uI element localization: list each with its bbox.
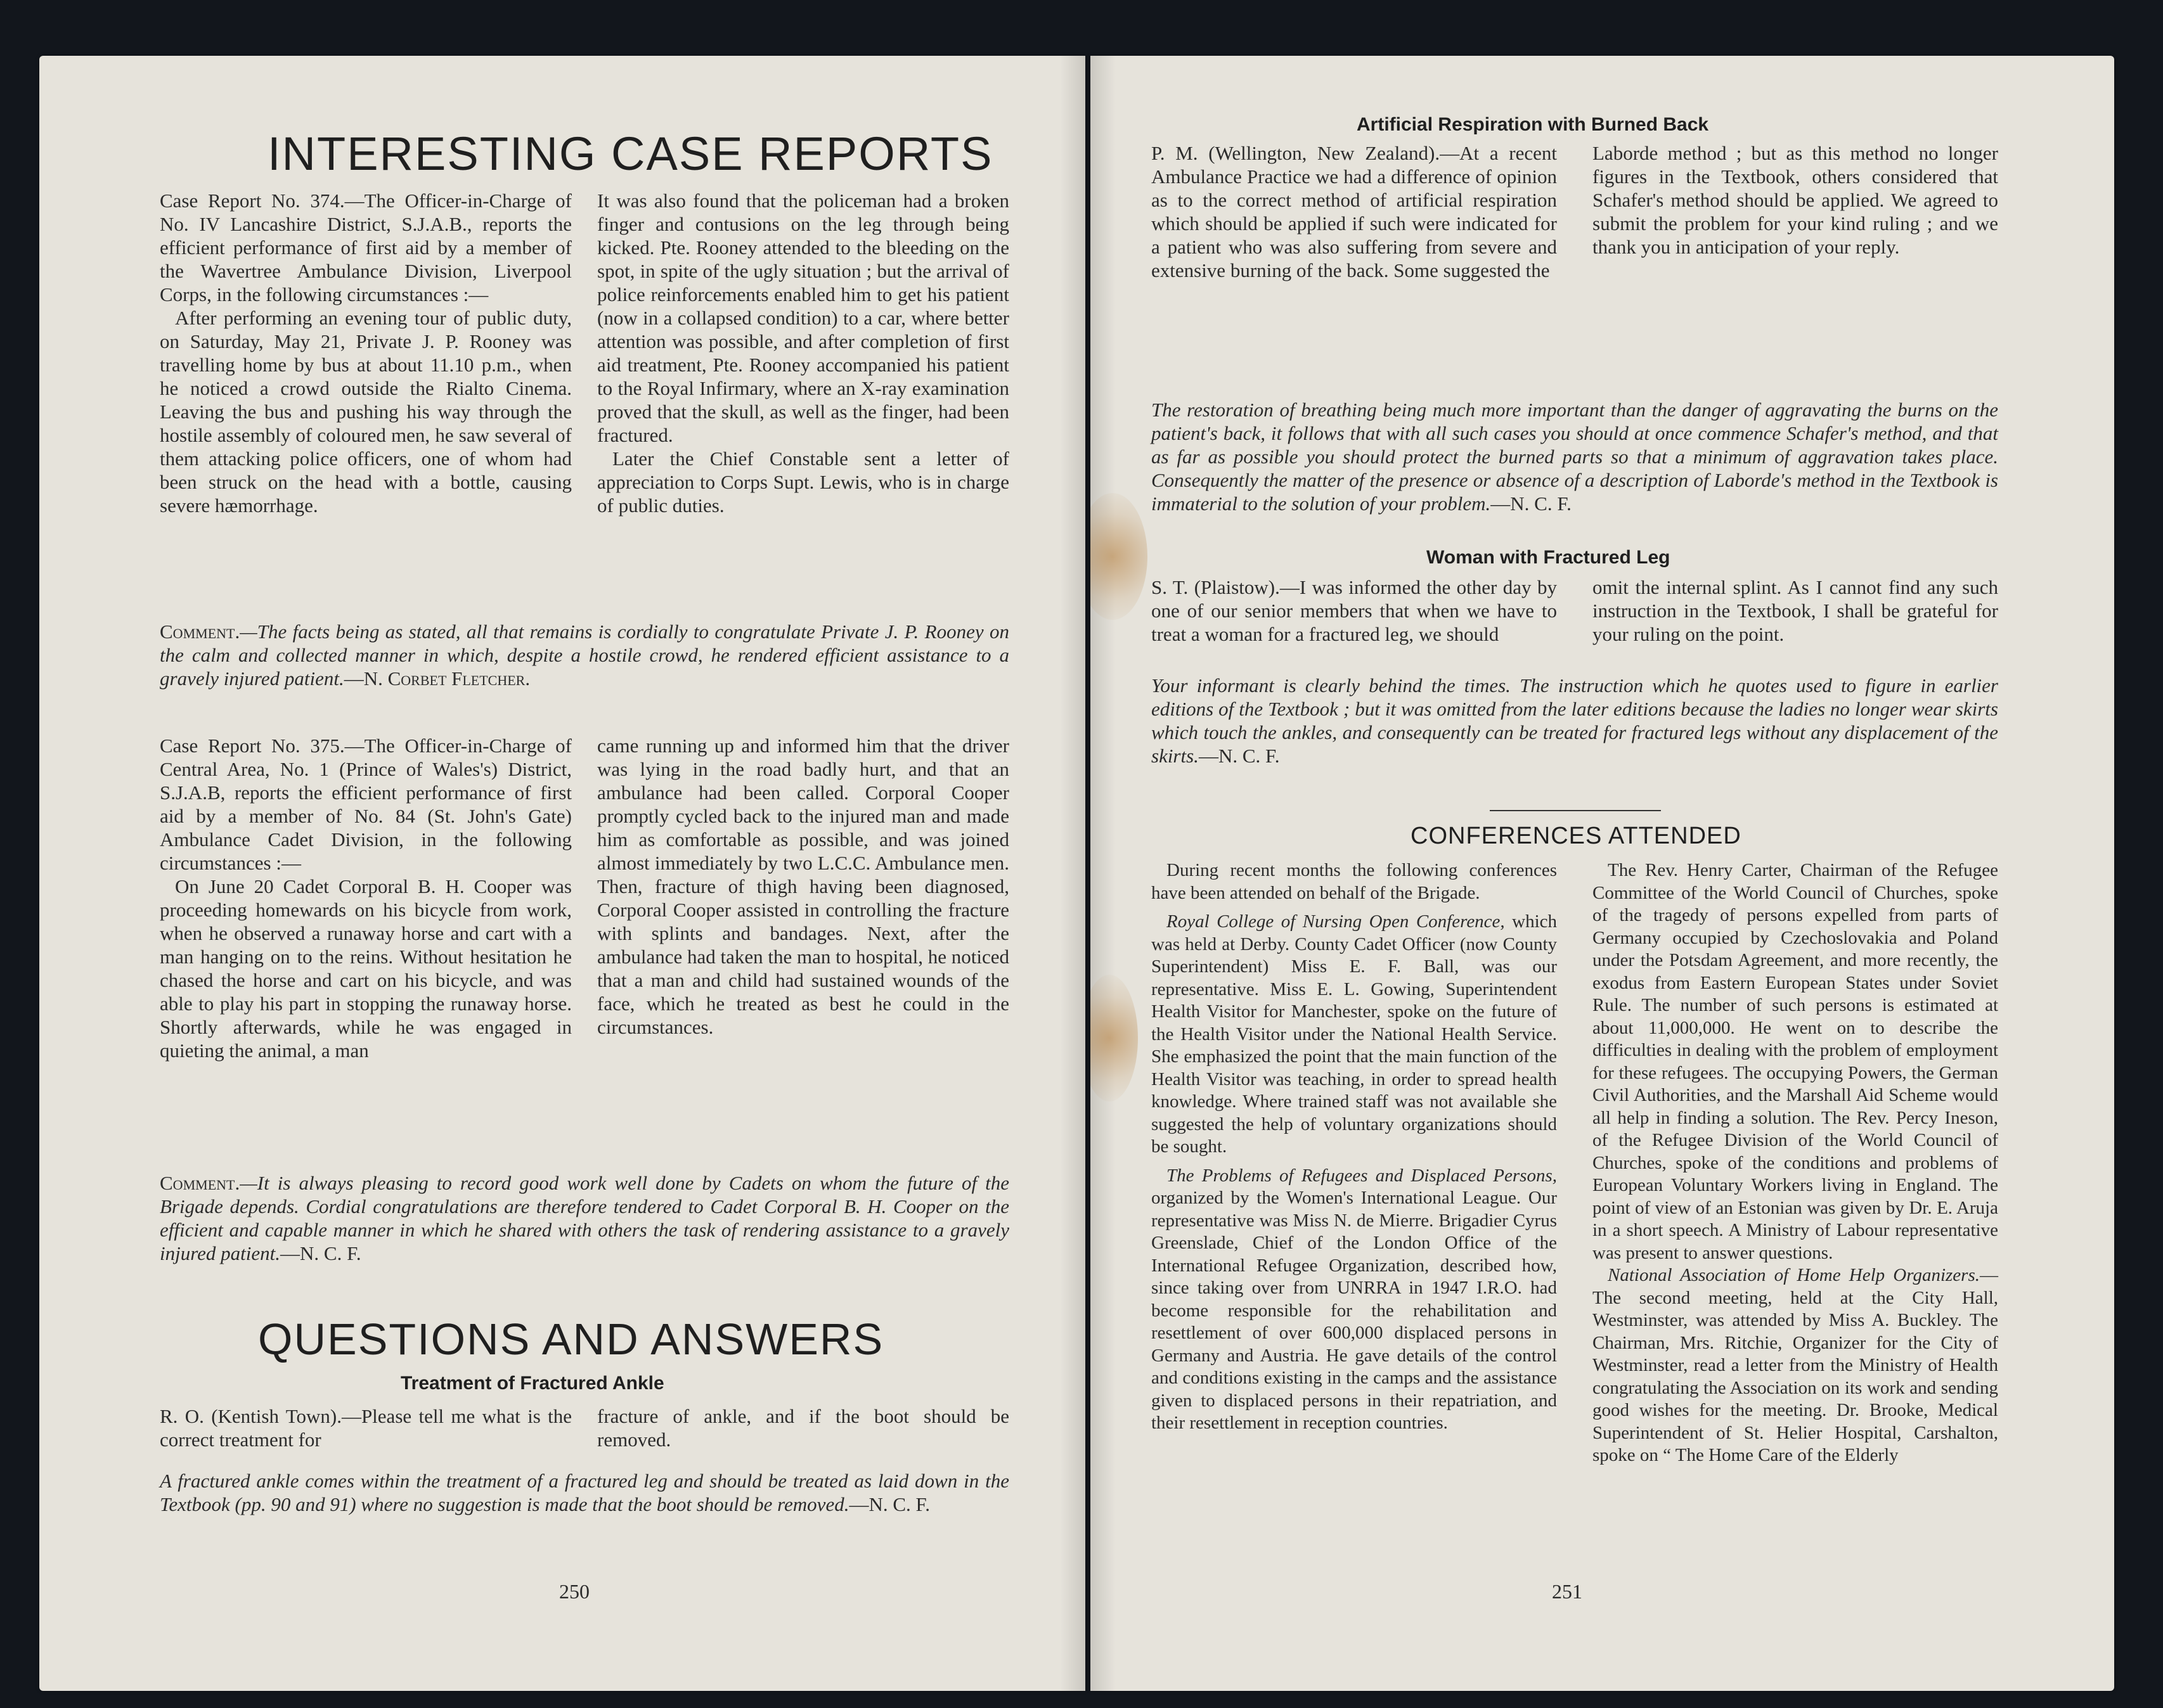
comment-text: —It is always pleasing to record good work well done by Cadets on whom the future of the Brigade depends. Cordial congratulations are therefore tendered to Cadet Corporal B. H. Cooper on the efficient and capable manner in which he shared with others the task of rendering assistance to a gravely injured patient. <box>160 1172 1009 1264</box>
answer-signature: —N. C. F. <box>1490 492 1572 515</box>
rcn-conference-title: Royal College of Nursing Open Conference, <box>1166 911 1505 932</box>
ankle-question-part-1: R. O. (Kentish Town).—Please tell me what is the correct treatment for <box>160 1405 572 1451</box>
leg-answer <box>1151 674 1998 767</box>
respiration-answer <box>1151 398 1998 515</box>
water-stain <box>1090 493 1147 620</box>
case-374-narrative: After performing an evening tour of public duty, on Saturday, May 21, Private J. P. Rooney was travelling home by bus at about 11.10 p.m., when he noticed a crowd outside the Rialto Cinema. Leaving the bus and pushing his way through the hostile assembly of coloured men, he saw several of them attacking police officers, one of whom had been struck on the head with a bottle, causing severe hæmorrhage. <box>160 307 572 517</box>
case-375-intro: Case Report No. 375.—The Officer-in-Charge of Central Area, No. 1 (Prince of Wales's) District, S.J.A.B, reports the efficient performance of first aid by a member of No. 84 (St. John's Gate) Ambulance Cadet Division, in the following circumstances :— <box>160 735 572 874</box>
case-375-comment <box>160 1171 1009 1265</box>
comment-signature: —N. C. F. <box>280 1242 361 1264</box>
respiration-question-column-2 <box>1592 141 1998 259</box>
interesting-case-reports-heading: INTERESTING CASE REPORTS <box>268 127 993 180</box>
left-page <box>39 56 1085 1691</box>
fractured-ankle-subheading: Treatment of Fractured Ankle <box>401 1373 664 1394</box>
water-stain <box>1090 975 1138 1101</box>
respiration-question-part-2: Laborde method ; but as this method no longer figures in the Textbook, others considered that Schafer's method should be applied. We agreed to submit the problem for your kind ruling ; and we thank you in anticipation of your reply. <box>1592 142 1998 258</box>
fractured-leg-subheading: Woman with Fractured Leg <box>1426 547 1670 568</box>
answer-text: The restoration of breathing being much more important than the danger of aggravating the burns on the patient's back, it follows that with all such cases you should at once commence Schafer's method, and that as far as possible you should protect the burned parts so that a minimum of aggravation takes place. Consequently the matter of the presence or absence of a description of Laborde's method in the Textbook is immaterial to the solution of your problem. <box>1151 399 1998 515</box>
section-divider <box>1490 810 1661 811</box>
case-374-chief-constable: Later the Chief Constable sent a letter of appreciation to Corps Supt. Lewis, who is in charge of public duties. <box>597 447 1009 517</box>
right-page <box>1090 56 2114 1691</box>
answer-signature: —N. C. F. <box>1198 745 1280 767</box>
refugees-conference-continuation: The Rev. Henry Carter, Chairman of the Refugee Committee of the World Council of Churches, spoke of the tragedy of persons expelled from parts of Germany occupied by Czechoslovakia and Poland under the Potsdam Agreement, and more recently, the exodus from Eastern European States under Soviet Rule. The number of such persons is estimated at about 11,000,000. He went on to describe the difficulties in dealing with the problem of employment for these refugees. The occupying Powers, the German Civil Authorities, and the Marshall Aid Scheme would all help in finding a solution. The Rev. Percy Ineson, of the Refugee Division of the World Council of Churches, spoke of the conditions and problems of European Voluntary Workers living in England. The point of view of an Estonian was given by Dr. E. Aruja in a short speech. A Ministry of Labour representative was present to answer questions. <box>1592 860 1998 1263</box>
gutter-shadow <box>1060 56 1085 1691</box>
case-374-column-1 <box>160 189 572 517</box>
conferences-column-2 <box>1592 859 1998 1467</box>
case-374-intro: Case Report No. 374.—The Officer-in-Charge of No. IV Lancashire District, S.J.A.B., reports the efficient performance of first aid by a member of the Wavertree Ambulance Division, Liverpool Corps, in the following circumstances :— <box>160 189 572 305</box>
leg-question-part-2: omit the internal splint. As I cannot find any such instruction in the Textbook, I shall be grateful for your ruling on the point. <box>1592 576 1998 645</box>
ankle-answer <box>160 1469 1009 1516</box>
respiration-question-part-1: P. M. (Wellington, New Zealand).—At a recent Ambulance Practice we had a difference of opinion as to the correct method of artificial respiration which should be applied if such were indicated for a patient who was also suffering from severe and extensive burning of the back. Some suggested the <box>1151 142 1557 281</box>
conferences-attended-heading: CONFERENCES ATTENDED <box>1411 823 1741 849</box>
page-number: 250 <box>559 1580 590 1603</box>
case-374-comment <box>160 620 1009 690</box>
ankle-question-column-1 <box>160 1404 572 1451</box>
comment-label: Comment. <box>160 620 240 643</box>
ankle-question-part-2: fracture of ankle, and if the boot should be removed. <box>597 1405 1009 1451</box>
gutter-shadow <box>1090 56 1116 1691</box>
conferences-column-1 <box>1151 859 1557 1435</box>
case-375-continuation: came running up and informed him that the driver was lying in the road badly hurt, and that an ambulance had been called. Corporal Cooper promptly cycled back to the injured man and made him as comfortable as possible, and was joined almost immediately by two L.C.C. Ambulance men. Then, fracture of thigh having been diagnosed, Corporal Cooper assisted in controlling the fracture with splints and bandages. Next, after the ambulance had taken the man to hospital, he noticed that a man and child had sustained wounds of the face, which he treated as best he could in the circumstances. <box>597 735 1009 1038</box>
answer-text: A fractured ankle comes within the treatment of a fractured leg and should be treated as laid down in the Textbook (pp. 90 and 91) where no suggestion is made that the boot should be removed. <box>160 1470 1009 1515</box>
case-374-column-2 <box>597 189 1009 517</box>
conferences-intro: During recent months the following conferences have been attended on behalf of the Brigade. <box>1151 860 1557 903</box>
case-374-continuation: It was also found that the policeman had a broken finger and contusions on the leg through being kicked. Pte. Rooney attended to the bleeding on the spot, in spite of the ugly situation ; but the arrival of police reinforcements enabled him to get his patient (now in a collapsed condition) to a car, where better attention was possible, and after completion of first aid treatment, Pte. Rooney accompanied his patient to the Royal Infirmary, where an X-ray examination proved that the skull, as well as the finger, had been fractured. <box>597 189 1009 446</box>
leg-question-part-1: S. T. (Plaistow).—I was informed the other day by one of our senior members that when we have to treat a woman for a fractured leg, we should <box>1151 576 1557 645</box>
questions-and-answers-heading: QUESTIONS AND ANSWERS <box>258 1314 884 1364</box>
nahho-title: National Association of Home Help Organizers. <box>1608 1265 1980 1285</box>
comment-label: Comment. <box>160 1172 240 1194</box>
respiration-question-column-1 <box>1151 141 1557 282</box>
comment-text: —The facts being as stated, all that remains is cordially to congratulate Private J. P. Rooney on the calm and collected manner in which, despite a hostile crowd, he rendered efficient assistance to a gravely injured patient. <box>160 620 1009 690</box>
refugees-conference-text: organized by the Women's International League. Our representative was Miss N. de Mierre. Brigadier Cyrus Greenslade, Chief of the London Office of the International Refugee Organization, described how, since taking over from UNRRA in 1947 I.R.O. had become responsible for the rehabilitation and resettlement of over 600,000 displaced persons in Germany and Austria. He gave details of the control and conditions existing in the camps and the assistance given to displaced persons in their repatriation, and their resettlement in reception countries. <box>1151 1188 1557 1433</box>
refugees-conference-title: The Problems of Refugees and Displaced Persons, <box>1166 1165 1557 1186</box>
leg-question-column-2 <box>1592 575 1998 646</box>
nahho-text: —The second meeting, held at the City Hall, Westminster, was attended by Miss A. Buckley. The Chairman, Mrs. Ritchie, Organizer for the City of Westminster, read a letter from the Ministry of Health congratulating the Association on its work and sending good wishes for the meeting. Dr. Brooke, Medical Superintendent of St. Helier Hospital, Carshalton, spoke on “ The Home Care of the Elderly <box>1592 1265 1998 1465</box>
artificial-respiration-subheading: Artificial Respiration with Burned Back <box>1357 114 1709 135</box>
answer-signature: —N. C. F. <box>849 1493 931 1515</box>
case-375-column-2 <box>597 734 1009 1039</box>
case-375-narrative: On June 20 Cadet Corporal B. H. Cooper was proceeding homewards on his bicycle from work, when he observed a runaway horse and cart with a man hanging on to the reins. Without hesitation he chased the horse and cart on his bicycle, and was able to play his part in stopping the runaway horse. Shortly afterwards, while he was engaged in quieting the animal, a man <box>160 875 572 1062</box>
answer-text: Your informant is clearly behind the times. The instruction which he quotes used to figure in earlier editions of the Textbook ; but it was omitted from the later editions because the ladies no longer wear skirts which touch the ankles, and consequently can be treated for fractured legs without any displacement of the skirts. <box>1151 674 1998 767</box>
comment-signature: —N. Corbet Fletcher. <box>344 667 531 690</box>
page-number: 251 <box>1552 1580 1582 1603</box>
rcn-conference-text: which was held at Derby. County Cadet Officer (now County Superintendent) Miss E. F. Ball, was our representative. Miss E. L. Gowing, Superintendent Health Visitor for Manchester, spoke on the future of the Health Visitor under the National Health Service. She emphasized the point that the main function of the Health Visitor was teaching, in order to spread health knowledge. Where trained staff was not available she suggested the help of voluntary organizations should be sought. <box>1151 911 1557 1157</box>
leg-question-column-1 <box>1151 575 1557 646</box>
ankle-question-column-2 <box>597 1404 1009 1451</box>
case-375-column-1 <box>160 734 572 1062</box>
